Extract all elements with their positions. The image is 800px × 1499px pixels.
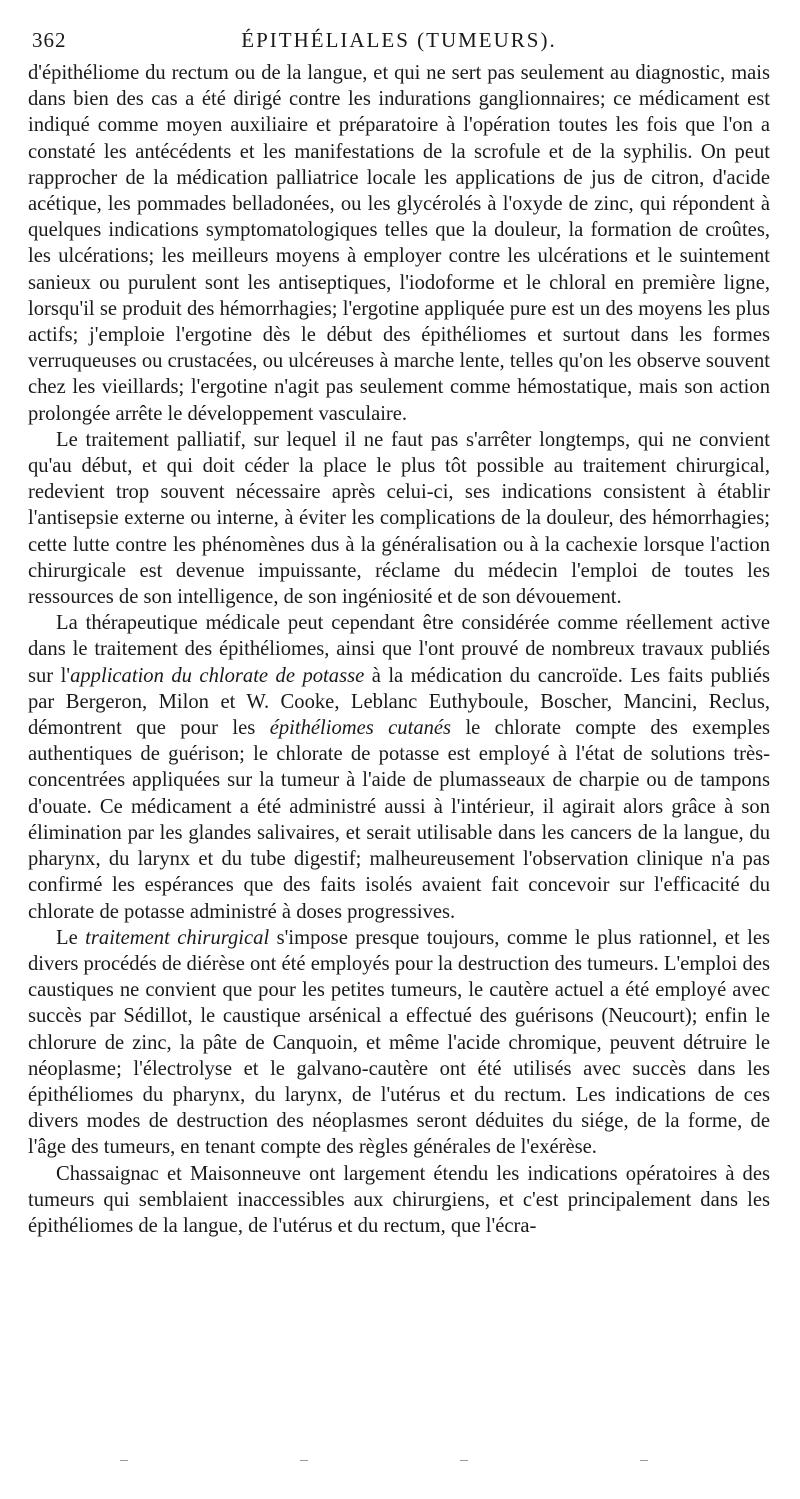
paragraph-text: Chassaignac et Maisonneuve ont largement étendu les indications opératoires à des tumeurs qui semblaient inaccessibles aux chirurgiens, et c'est principalement dans les épithéliomes de la langue, de l'utérus et du rectum, que l'écra-: [28, 1162, 770, 1237]
paragraph-text: La thérapeutique médicale peut cependant être considérée comme réellement active dans le traitement des épithéliomes, ainsi que l'ont prouvé de nombreux travaux publiés sur l': [28, 612, 770, 687]
page-bottom-marks: [0, 1460, 800, 1470]
italic-phrase: épithéliomes cutanés: [269, 717, 452, 740]
paragraph-text: le chlorate compte des exemples authentiques de guérison; le chlorate de potasse est employé à l'état de solutions très-concentrées appliquées sur la tumeur à l'aide de plumasseaux de charpie ou de tampons d'ouate. Ce médicament a été administré aussi à l'intérieur, il agirait alors grâce à son élimination par les glandes salivaires, et serait utilisable dans les cancers de la langue, du pharynx, du larynx et du tube digestif; malheureusement l'observation clinique n'a pas confirmé les espérances que des faits isolés avaient fait concevoir sur l'efficacité du chlorate de potasse administré à doses progressives.: [28, 717, 770, 923]
body-text: [28, 60, 770, 1239]
italic-phrase: application du chlorate de potasse: [70, 664, 365, 687]
print-mark: [300, 1460, 308, 1461]
print-mark: [120, 1460, 128, 1461]
paragraph-text: Le: [56, 926, 86, 949]
paragraph-5: [28, 1161, 770, 1240]
paragraph-3: [28, 610, 770, 924]
running-title: ÉPITHÉLIALES (TUMEURS).: [241, 28, 557, 52]
paragraph-text: Le traitement palliatif, sur lequel il ne faut pas s'arrêter longtemps, qui ne convient qu'au début, et qui doit céder la place le plus tôt possible au traitement chirurgical, redevient trop souvent nécessaire après celui-ci, ses indications consistent à établir l'antisepsie externe ou interne, à éviter les complications de la douleur, des hémorrhagies; cette lutte contre les phénomènes dus à la généralisation ou à la cachexie lorsque l'action chirurgicale est devenue impuissante, réclame du médecin l'emploi de toutes les ressources de son intelligence, de son ingéniosité et de son dévouement.: [28, 428, 770, 609]
page-header: [28, 24, 770, 54]
page-number: 362: [32, 28, 67, 52]
paragraph-1: [28, 60, 770, 427]
paragraph-text: à la médication du cancroïde. Les faits publiés par Bergeron, Milon et W. Cooke, Leblanc Euthyboule, Boscher, Mancini, Reclus, démontrent que pour les: [28, 664, 770, 740]
book-page: [28, 24, 770, 1239]
print-mark: [460, 1460, 468, 1461]
paragraph-text: s'impose presque toujours, comme le plus rationnel, et les divers procédés de diérèse ont été employés pour la destruction des tumeurs. L'emploi des caustiques ne convient que pour les petites tumeurs, le cautère actuel a été employé avec succès par Sédillot, le caustique arsénical a effectué des guérisons (Neucourt); enfin le chlorure de zinc, la pâte de Canquoin, et même l'acide chromique, peuvent détruire le néoplasme; l'électrolyse et le galvano-cautère ont été utilisés avec succès dans les épithéliomes du pharynx, du larynx, de l'utérus et du rectum. Les indications de ces divers modes de destruction des néoplasmes seront déduites du siége, de la forme, de l'âge des tumeurs, en tenant compte des règles générales de l'exérèse.: [28, 926, 770, 1159]
paragraph-2: [28, 427, 770, 610]
italic-phrase: traitement chirurgical: [85, 926, 270, 949]
paragraph-4: [28, 925, 770, 1161]
paragraph-text: d'épithéliome du rectum ou de la langue, et qui ne sert pas seulement au diagnostic, mais dans bien des cas a été dirigé contre les indurations ganglionnaires; ce médicament est indiqué comme moyen auxiliaire et préparatoire à l'opération toutes les fois que l'on a constaté les antécédents et les manifestations de la scrofule et de la syphilis. On peut rapprocher de la médication palliatrice locale les applications de jus de citron, d'acide acétique, les pommades belladonées, ou les glycérolés à l'oxyde de zinc, qui répondent à quelques indications symptomatologiques telles que la douleur, la formation de croûtes, les ulcérations; les meilleurs moyens à employer contre les ulcérations et le suintement sanieux ou purulent sont les antiseptiques, l'iodoforme et le chloral en première ligne, lorsqu'il se produit des hémorrhagies; l'ergotine appliquée pure est un des moyens les plus actifs; j'emploie l'ergotine dès le début des épithéliomes et surtout dans les formes verruqueuses ou crustacées, ou ulcéreuses à marche lente, telles qu'on les observe souvent chez les vieillards; l'ergotine n'agit pas seulement comme hémostatique, mais son action prolongée arrête le développement vasculaire.: [28, 62, 770, 425]
print-mark: [640, 1460, 648, 1461]
